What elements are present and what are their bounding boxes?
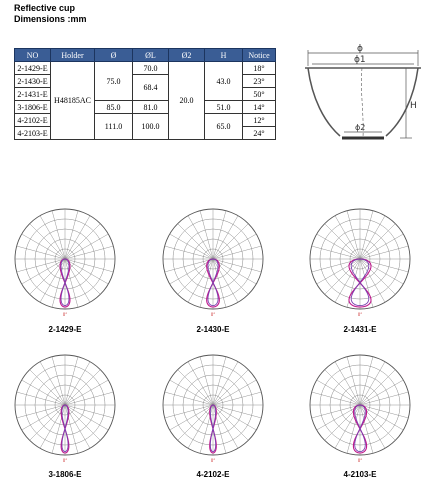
cell-dl: 70.0 [133, 62, 169, 75]
polar-spoke [178, 224, 213, 259]
polar-spoke [165, 392, 213, 405]
polar-spoke [65, 259, 113, 272]
polar-chart-2-1429-e [5, 199, 125, 319]
polar-spoke [360, 259, 403, 284]
chart-label-3-1806-e: 3-1806-E [48, 470, 82, 479]
polar-spoke [17, 405, 65, 418]
col-header-h: H [205, 49, 243, 62]
cell-holder: H48185AC [51, 62, 95, 140]
cell-no: 3-1806-E [15, 101, 51, 114]
polar-spoke [360, 246, 408, 259]
polar-spoke [65, 259, 78, 307]
cell-d-group1: 75.0 [95, 62, 133, 101]
polar-spoke [30, 224, 65, 259]
polar-chart-2-1430-e [153, 199, 273, 319]
polar-spoke [52, 211, 65, 259]
polar-spoke [335, 216, 360, 259]
chart-label-4-2102-e: 4-2102-E [196, 470, 230, 479]
polar-spoke [360, 216, 385, 259]
cell-no: 2-1429-E [15, 62, 51, 75]
polar-spoke [360, 259, 385, 302]
polar-spoke [347, 357, 360, 405]
polar-spoke [22, 380, 65, 405]
polar-spoke [213, 380, 256, 405]
polar-spoke [65, 362, 90, 405]
polar-spoke [165, 405, 213, 418]
polar-spoke [178, 370, 213, 405]
polar-spoke [17, 246, 65, 259]
polar-spoke [213, 259, 261, 272]
polar-spoke [213, 405, 256, 430]
cell-notice: 18° [243, 62, 276, 75]
chart-label-2-1429-e: 2-1429-E [48, 325, 82, 334]
cell-notice: 12° [243, 114, 276, 127]
cell-h-group3: 65.0 [205, 114, 243, 140]
polar-spoke [312, 246, 360, 259]
cell-h: 51.0 [205, 101, 243, 114]
polar-spoke [188, 362, 213, 405]
polar-spoke [360, 357, 373, 405]
polar-spoke [317, 234, 360, 259]
polar-spoke [17, 392, 65, 405]
polar-spoke [360, 392, 408, 405]
polar-spoke [188, 216, 213, 259]
polar-spoke [213, 246, 261, 259]
polar-spoke [170, 405, 213, 430]
polar-spoke [200, 405, 213, 453]
polar-spoke [312, 392, 360, 405]
polar-tick-label: 0° [62, 458, 68, 463]
polar-spoke [312, 405, 360, 418]
polar-spoke [213, 357, 226, 405]
cell-dl-group3: 100.0 [133, 114, 169, 140]
polar-tick-label: 0° [357, 312, 363, 317]
polar-spoke [165, 246, 213, 259]
cell-notice: 23° [243, 75, 276, 88]
polar-spoke [22, 259, 65, 284]
chart-label-4-2103-e: 4-2103-E [343, 470, 377, 479]
polar-spoke [170, 380, 213, 405]
table-header-row [15, 49, 276, 62]
polar-spoke [65, 234, 108, 259]
polar-spoke [22, 234, 65, 259]
polar-spoke [40, 362, 65, 405]
polar-spoke [65, 405, 108, 430]
cell-dl-group1: 68.4 [133, 75, 169, 101]
cell-no: 4-2103-E [15, 127, 51, 140]
polar-tick-label: 0° [357, 458, 363, 463]
page-title: Reflective cup [14, 3, 76, 13]
col-header-d2: Ø2 [169, 49, 205, 62]
polar-spoke [200, 211, 213, 259]
polar-spoke [65, 405, 113, 418]
polar-spoke [213, 211, 226, 259]
polar-spoke [22, 405, 65, 430]
col-header-d: Ø [95, 49, 133, 62]
cell-notice: 24° [243, 127, 276, 140]
polar-spoke [188, 259, 213, 302]
spec-table [14, 48, 276, 140]
phi2-label: ϕ2 [355, 123, 366, 132]
polar-spoke [317, 259, 360, 284]
polar-tick-label: 0° [210, 458, 216, 463]
polar-chart-2-1431-e [300, 199, 420, 319]
polar-spoke [52, 405, 65, 453]
polar-spoke [347, 211, 360, 259]
polar-spoke [213, 216, 238, 259]
polar-spoke [213, 224, 248, 259]
polar-spoke [65, 392, 113, 405]
cell-d-group3: 111.0 [95, 114, 133, 140]
chart-label-2-1430-e: 2-1430-E [196, 325, 230, 334]
polar-chart-4-2102-e [153, 345, 273, 465]
polar-chart-3-1806-e [5, 345, 125, 465]
polar-spoke [17, 259, 65, 272]
polar-spoke [65, 224, 100, 259]
col-header-dl: ØL [133, 49, 169, 62]
polar-spoke [360, 380, 403, 405]
polar-spoke [65, 259, 108, 284]
phi1-label: ϕ1 [354, 55, 366, 65]
polar-spoke [360, 405, 385, 448]
polar-spoke [30, 370, 65, 405]
polar-spoke [360, 362, 385, 405]
cell-dl: 81.0 [133, 101, 169, 114]
polar-spoke [213, 259, 256, 284]
polar-tick-label: 0° [210, 312, 216, 317]
polar-spoke [65, 216, 90, 259]
cell-no: 2-1431-E [15, 88, 51, 101]
polar-spoke [317, 380, 360, 405]
polar-spoke [65, 405, 100, 440]
polar-tick-label: 0° [62, 312, 68, 317]
polar-spoke [360, 211, 373, 259]
polar-spoke [360, 405, 408, 418]
polar-spoke [40, 216, 65, 259]
col-header-holder: Holder [51, 49, 95, 62]
polar-spoke [200, 357, 213, 405]
polar-spoke [335, 405, 360, 448]
cell-no: 4-2102-E [15, 114, 51, 127]
polar-spoke [65, 380, 108, 405]
chart-label-2-1431-e: 2-1431-E [343, 325, 377, 334]
polar-spoke [325, 224, 360, 259]
polar-spoke [213, 405, 226, 453]
cell-notice: 50° [243, 88, 276, 101]
polar-spoke [360, 224, 395, 259]
polar-spoke [65, 357, 78, 405]
polar-spoke [52, 259, 65, 307]
polar-spoke [178, 405, 213, 440]
polar-spoke [213, 259, 238, 302]
phi-label: ϕ [357, 44, 363, 54]
polar-spoke [213, 392, 261, 405]
polar-spoke [65, 211, 78, 259]
polar-spoke [213, 370, 248, 405]
polar-spoke [165, 259, 213, 272]
reflector-dimension-diagram [302, 42, 426, 148]
polar-spoke [360, 234, 403, 259]
polar-spoke [65, 405, 78, 453]
polar-spoke [170, 234, 213, 259]
polar-spoke [325, 370, 360, 405]
polar-spoke [65, 370, 100, 405]
col-header-notice: Notice [243, 49, 276, 62]
cell-notice: 14° [243, 101, 276, 114]
polar-spoke [213, 234, 256, 259]
polar-spoke [30, 405, 65, 440]
cell-d2: 20.0 [169, 62, 205, 140]
col-header-no: NO [15, 49, 51, 62]
height-label: H [410, 101, 417, 111]
polar-spoke [335, 259, 360, 302]
polar-spoke [213, 362, 238, 405]
polar-spoke [52, 357, 65, 405]
polar-spoke [170, 259, 213, 284]
polar-spoke [360, 370, 395, 405]
polar-spoke [335, 362, 360, 405]
cell-h-group1: 43.0 [205, 62, 243, 101]
table-row [15, 62, 276, 75]
polar-spoke [213, 405, 248, 440]
polar-spoke [65, 246, 113, 259]
polar-spoke [213, 405, 261, 418]
cell-no: 2-1430-E [15, 75, 51, 88]
dimensions-note: Dimensions :mm [14, 14, 87, 24]
polar-chart-4-2103-e [300, 345, 420, 465]
cell-d: 85.0 [95, 101, 133, 114]
